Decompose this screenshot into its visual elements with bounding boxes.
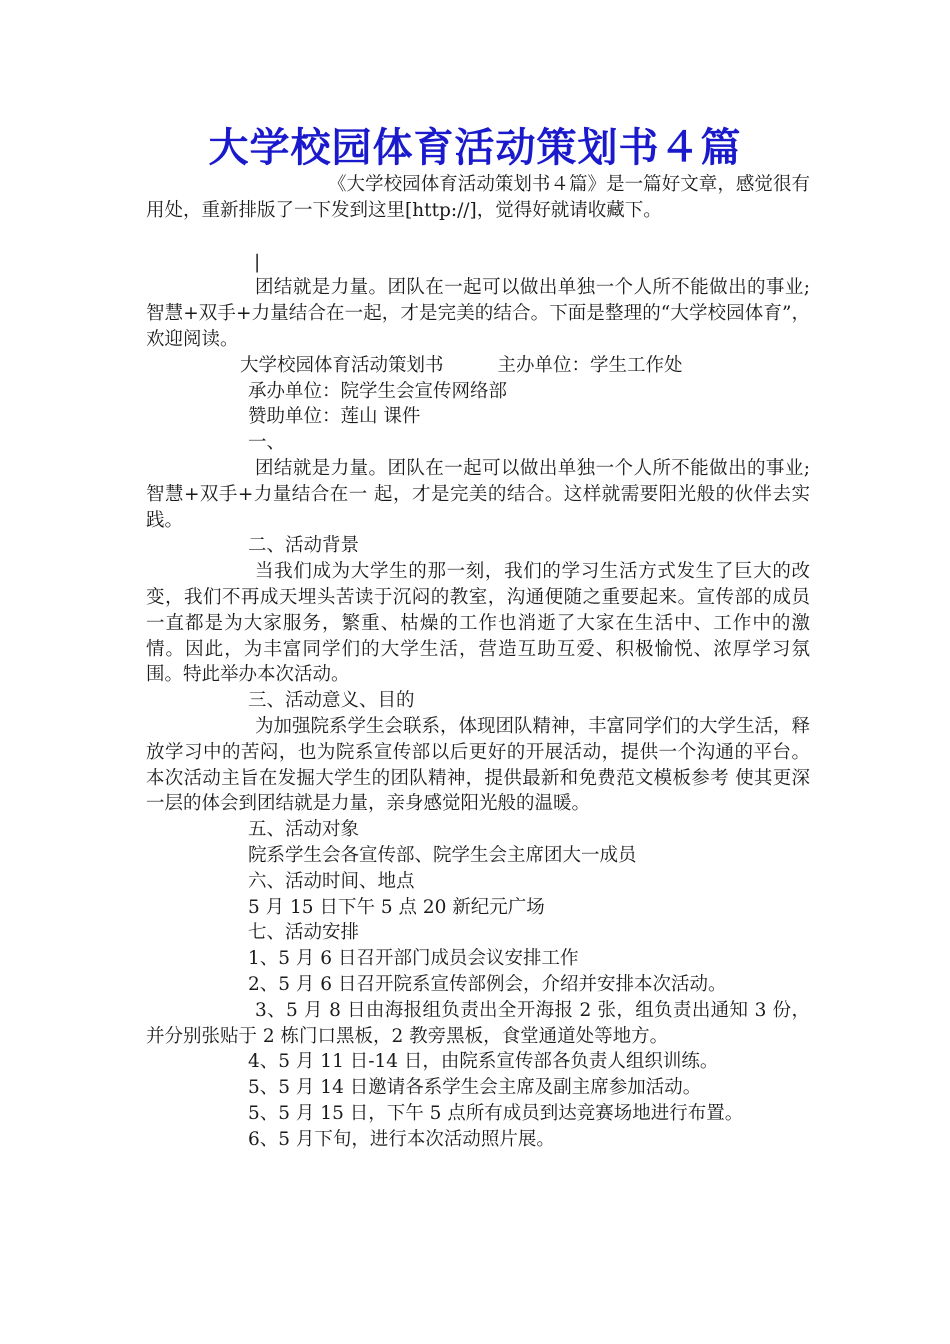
section-6-text: 5 月 15 日下午 5 点 20 新纪元广场 [248,896,545,918]
section-1-paragraph: 团结就是力量。团队在一起可以做出单独一个人所不能做出的事业;智慧+双手+力量结合在一 起，才是完美的结合。这样就需要阳光般的伙伴去实践。 [146,457,810,531]
section-3-paragraph: 为加强院系学生会联系，体现团队精神，丰富同学们的大学生活，释放学习中的苦闷，也为院系宣传部以后更好的开展活动，提供一个沟通的平台。本次活动主旨在发掘大学生的团队精神，提供最新和免费范文模板参考 使其更深一层的体会到团结就是力量，亲身感觉阳光般的温暖。 [146,715,811,815]
section-5-heading: 五、活动对象 [248,819,360,841]
document-body [146,172,810,1152]
section-5-text: 院系学生会各宣传部、院学生会主席团大一成员 [248,844,637,866]
section-3-heading: 三、活动意义、目的 [248,690,415,712]
schedule-item: 3、5 月 8 日由海报组负责出全开海报 2 张，组负责出通知 3 份，并分别张贴于 2 栋门口黑板，2 教旁黑板，食堂通道处等地方。 [146,999,810,1047]
section-1-heading: 一、 [248,432,286,454]
text-cursor-mark: | [254,251,261,273]
schedule-item: 5、5 月 15 日，下午 5 点所有成员到达竞赛场地进行布置。 [248,1102,744,1124]
sponsor-line: 赞助单位：莲山 课件 [248,406,421,428]
section-2-heading: 二、活动背景 [248,535,360,557]
schedule-item: 5、5 月 14 日邀请各系学生会主席及副主席参加活动。 [248,1077,702,1099]
plan-title: 大学校园体育活动策划书 [240,354,444,376]
plan-title-line [146,353,810,379]
section-2-paragraph: 当我们成为大学生的那一刻，我们的学习生活方式发生了巨大的改变，我们不再成天埋头苦读于沉闷的教室，沟通便随之重要起来。宣传部的成员一直都是为大家服务，繁重、枯燥的工作也消逝了大家在生活中、工作中的激情。因此，为丰富同学们的大学生活，营造互助互爱、积极愉悦、浓厚学习氛围。特此举办本次活动。 [146,561,810,686]
section-7-heading: 七、活动安排 [248,922,360,944]
section-6-heading: 六、活动时间、地点 [248,870,415,892]
document-title: 大学校园体育活动策划书４篇 [208,124,742,171]
schedule-item: 4、5 月 11 日-14 日，由院系宣传部各负责人组织训练。 [248,1051,719,1073]
opening-paragraph: 团结就是力量。团队在一起可以做出单独一个人所不能做出的事业;智慧+双手+力量结合在一起，才是完美的结合。下面是整理的“大学校园体育”，欢迎阅读。 [146,277,810,350]
schedule-item: 1、5 月 6 日召开部门成员会议安排工作 [248,948,579,970]
schedule-item: 2、5 月 6 日召开院系宣传部例会，介绍并安排本次活动。 [248,973,727,995]
co-organizer-line: 承办单位：院学生会宣传网络部 [248,380,508,402]
schedule-item: 6、5 月下旬，进行本次活动照片展。 [248,1128,555,1150]
intro-paragraph: 《大学校园体育活动策划书４篇》是一篇好文章，感觉很有用处，重新排版了一下发到这里[http://]，觉得好就请收藏下。 [146,174,810,221]
organizer-line: 主办单位：学生工作处 [497,354,683,376]
